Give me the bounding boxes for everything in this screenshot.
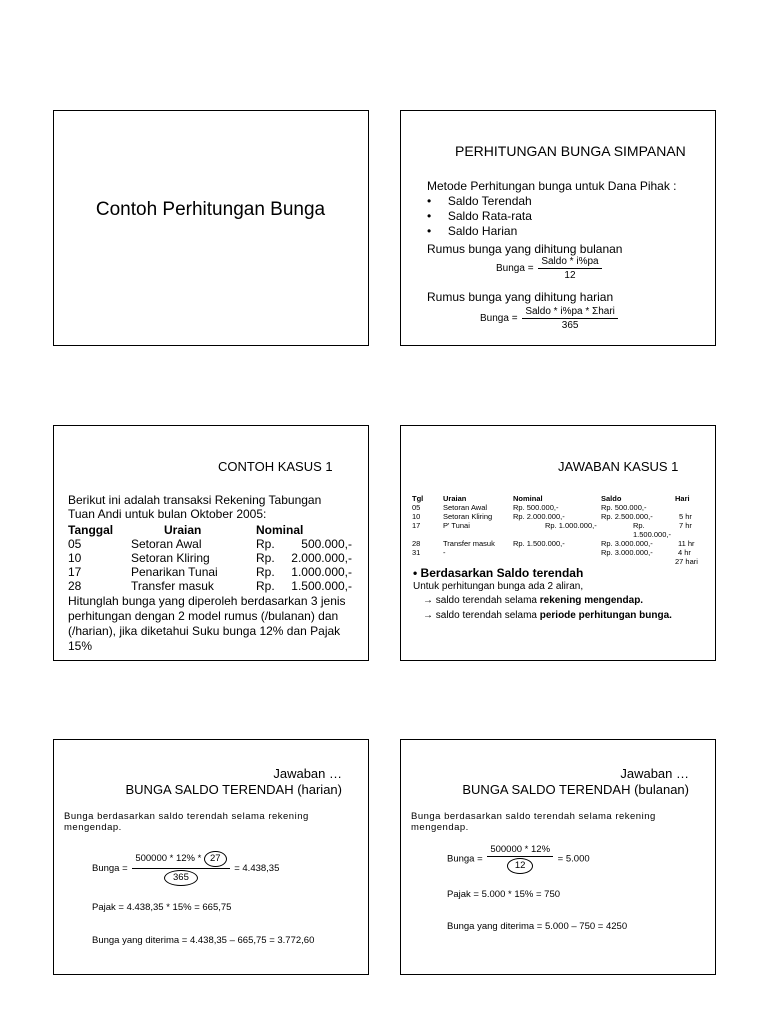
list-item: • Saldo Harian [427, 224, 518, 238]
header-nominal: Nominal [256, 523, 304, 537]
method-list [427, 194, 532, 239]
cell-nominal: 1.500.000,- [291, 579, 352, 593]
explanation-text: Untuk perhitungan bunga ada 2 aliran, [413, 581, 584, 592]
pajak-line: Pajak = 4.438,35 * 15% = 665,75 [92, 902, 232, 913]
intro-text: Metode Perhitungan bunga untuk Dana Pihak : [427, 179, 677, 193]
table-row [68, 551, 352, 565]
cell-uraian: Transfer masuk [131, 579, 214, 593]
year-circled: 365 [164, 870, 198, 886]
cell-tgl: 28 [412, 539, 421, 548]
slide-saldo-terendah-bulanan [400, 739, 716, 975]
cell-nominal: Rp. 1.000.000,- [545, 521, 597, 530]
bunga-diterima-line: Bunga yang diterima = 5.000 – 750 = 4250 [447, 921, 628, 932]
cell-nominal: Rp. 2.000.000,- [513, 512, 565, 521]
table-row-total [412, 557, 712, 566]
header-saldo: Saldo [601, 494, 622, 503]
slide-heading-1: Jawaban … [273, 766, 342, 781]
cell-nominal: 1.000.000,- [291, 565, 352, 579]
cell-tgl: 05 [412, 503, 421, 512]
days-circled: 27 [204, 851, 227, 867]
pajak-line: Pajak = 5.000 * 15% = 750 [447, 889, 561, 900]
cell-hari [675, 503, 712, 512]
cell-rp: Rp. [256, 579, 275, 593]
cell-uraian: - [443, 548, 446, 557]
table-row [412, 512, 712, 521]
list-item: • Saldo Terendah [427, 194, 532, 208]
slide-title-text: Contoh Perhitungan Bunga [95, 199, 326, 220]
header-uraian: Uraian [164, 523, 202, 537]
question-text: Hitunglah bunga yang diperoleh berdasarkan 3 jenis perhitungan dengan 2 model rumus (/bulanan) dan (/harian), jika diketahui Suku bunga 12% dan Pajak 15% [68, 594, 346, 653]
intro-text: Berikut ini adalah transaksi Rekening Tabungan Tuan Andi untuk bulan Oktober 2005: [68, 493, 322, 521]
table-header-row [68, 523, 352, 537]
daily-formula: Bunga = $\frac{\text{Saldo * i\%pa * Σhari}}{365}$ [480, 306, 620, 331]
slide-heading-1: Jawaban … [620, 766, 689, 781]
table-row [68, 537, 352, 551]
table-row [412, 503, 712, 512]
cell-tanggal: 05 [68, 537, 82, 551]
cell-tanggal: 10 [68, 551, 82, 565]
cell-uraian: Setoran Kliring [443, 512, 493, 521]
slide-heading-2: BUNGA SALDO TERENDAH (harian) [125, 782, 342, 797]
table-row [68, 579, 352, 593]
cell-uraian: P' Tunai [443, 521, 470, 530]
cell-saldo: Rp. 500.000,- [601, 503, 647, 512]
arrow-item-1: → saldo terendah selama rekening mengendap. [423, 595, 644, 606]
cell-hari: 4 hr [678, 548, 691, 557]
cell-hari: 11 hr [678, 539, 695, 548]
cell-nominal: 500.000,- [301, 537, 352, 551]
bunga-formula: Bunga = $\frac{500000 * 12\%}{12}$ = 5.000 [447, 844, 590, 874]
transaction-table [68, 523, 352, 593]
bunga-formula: Bunga = $\frac{500000 * 12\% * 27}{365}$ = 4.438,35 [92, 851, 279, 886]
cell-uraian: Penarikan Tunai [131, 565, 218, 579]
cell-uraian: Setoran Awal [131, 537, 202, 551]
header-hari: Hari [675, 494, 690, 503]
bunga-diterima-line: Bunga yang diterima = 4.438,35 – 665,75 = 3.772,60 [92, 935, 315, 946]
cell-tanggal: 28 [68, 579, 82, 593]
cell-nominal: Rp. 500.000,- [513, 503, 559, 512]
intro-text: Bunga berdasarkan saldo terendah selama rekening mengendap. [64, 811, 309, 833]
cell-uraian: Setoran Kliring [131, 551, 210, 565]
cell-rp: Rp. [256, 551, 275, 565]
cell-uraian: Transfer masuk [443, 539, 495, 548]
monthly-label: Rumus bunga yang dihitung bulanan [427, 242, 623, 256]
arrow-item-2: → saldo terendah selama periode perhitungan bunga. [423, 610, 672, 621]
cell-saldo: Rp. 1.500.000,- [633, 521, 671, 539]
cell-tgl: 31 [412, 548, 421, 557]
monthly-formula: Bunga = $\frac{\text{Saldo * i\%pa}}{12}$ [496, 256, 604, 281]
slide-contoh-kasus [53, 425, 369, 661]
cell-rp: Rp. [256, 565, 275, 579]
slide-heading-2: BUNGA SALDO TERENDAH (bulanan) [462, 782, 689, 797]
table-row [412, 539, 712, 548]
intro-text: Bunga berdasarkan saldo terendah selama rekening mengendap. [411, 811, 656, 833]
slide-perhitungan-bunga [400, 110, 716, 346]
cell-tanggal: 17 [68, 565, 82, 579]
cell-saldo: Rp. 2.500.000,- [601, 512, 653, 521]
saldo-table [412, 494, 712, 566]
cell-hari: 5 hr [679, 512, 692, 521]
slide-saldo-terendah-harian [53, 739, 369, 975]
cell-nominal: Rp. 1.500.000,- [513, 539, 565, 548]
slide-title [53, 110, 369, 346]
cell-nominal [513, 548, 601, 557]
table-header-row [412, 494, 712, 503]
cell-total-hari: 27 hari [675, 557, 698, 566]
table-row [68, 565, 352, 579]
cell-saldo: Rp. 3.000.000,- [601, 548, 653, 557]
table-row [412, 521, 712, 539]
slide-heading: PERHITUNGAN BUNGA SIMPANAN [455, 143, 686, 159]
header-nominal: Nominal [513, 494, 543, 503]
slide-heading: CONTOH KASUS 1 [218, 459, 333, 474]
cell-hari: 7 hr [679, 521, 692, 530]
slide-heading: JAWABAN KASUS 1 [558, 459, 679, 474]
cell-tgl: 10 [412, 512, 421, 521]
table-row [412, 548, 712, 557]
header-tgl: Tgl [412, 494, 424, 503]
slide-jawaban-kasus [400, 425, 716, 661]
cell-nominal: 2.000.000,- [291, 551, 352, 565]
cell-tgl: 17 [412, 521, 421, 530]
section-title: • Berdasarkan Saldo terendah [413, 566, 584, 580]
cell-rp: Rp. [256, 537, 275, 551]
list-item: • Saldo Rata-rata [427, 209, 532, 223]
cell-saldo: Rp. 3.000.000,- [601, 539, 653, 548]
months-circled: 12 [507, 858, 534, 874]
daily-label: Rumus bunga yang dihitung harian [427, 290, 614, 304]
header-uraian: Uraian [443, 494, 467, 503]
cell-uraian: Setoran Awal [443, 503, 488, 512]
header-tanggal: Tanggal [68, 523, 114, 537]
